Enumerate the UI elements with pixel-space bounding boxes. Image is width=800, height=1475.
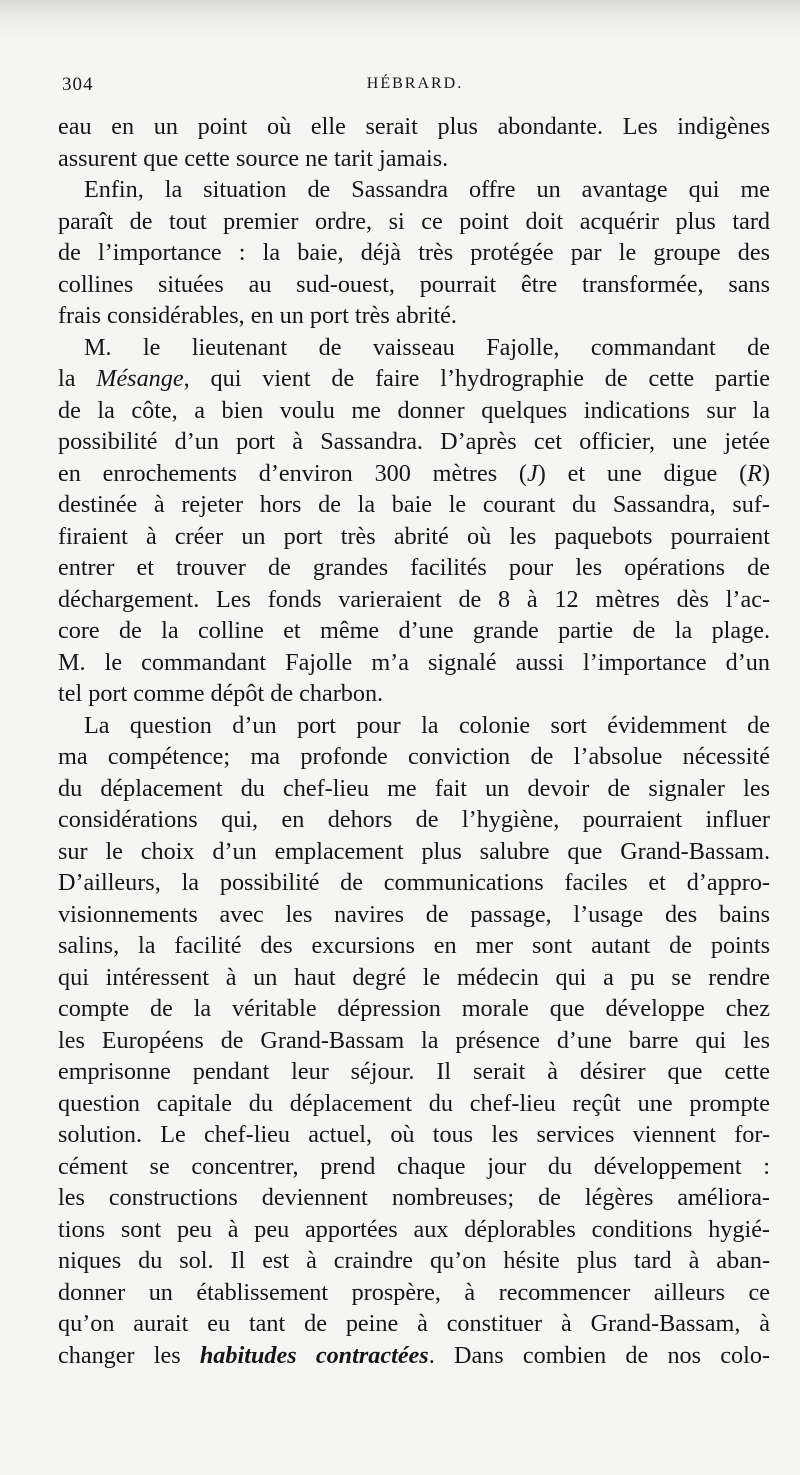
text-line bbox=[58, 804, 770, 836]
text-line bbox=[58, 584, 770, 616]
line-text: , qui vient de faire l’hydrographie de cette partie bbox=[183, 365, 770, 392]
line-text: M. le lieutenant de vaisseau Fajolle, commandant de bbox=[84, 333, 770, 361]
page-number: 304 bbox=[62, 74, 94, 95]
line-text: possibilité d’un port à Sassandra. D’après cet officier, une jetée bbox=[58, 428, 770, 455]
line-text: ) bbox=[761, 459, 770, 487]
text-line bbox=[58, 458, 770, 490]
line-text: solution. Le chef-lieu actuel, où tous les services viennent for- bbox=[58, 1121, 770, 1148]
line-text: en enrochements d’environ 300 mètres ( bbox=[58, 459, 527, 487]
text-line bbox=[58, 1245, 770, 1277]
text-line bbox=[58, 395, 770, 427]
text-line bbox=[58, 647, 770, 679]
text-line bbox=[58, 1340, 770, 1372]
line-text: . Dans combien de nos colo- bbox=[428, 1341, 770, 1369]
text-line bbox=[58, 710, 770, 742]
line-text: ) et une digue ( bbox=[537, 459, 748, 487]
line-text: ma compétence; ma profonde conviction de l’absolue nécessité bbox=[58, 743, 770, 770]
text-line bbox=[58, 1151, 770, 1183]
text-line bbox=[58, 1088, 770, 1120]
line-text: compte de la véritable dépression morale que développe chez bbox=[58, 995, 770, 1022]
text-line bbox=[58, 332, 770, 364]
line-text: frais considérables, en un port très abrité. bbox=[58, 302, 457, 329]
line-text: paraît de tout premier ordre, si ce point doit acquérir plus tard bbox=[58, 207, 770, 235]
text-line bbox=[58, 1025, 770, 1057]
text-line bbox=[58, 741, 770, 773]
line-text: salins, la facilité des excursions en mer sont autant de points bbox=[58, 932, 770, 959]
text-line bbox=[58, 1214, 770, 1246]
line-text: destinée à rejeter hors de la baie le courant du Sassandra, suf- bbox=[58, 491, 770, 518]
line-text: core de la colline et même d’une grande partie de la plage. bbox=[58, 617, 770, 644]
emphasis-text: R bbox=[747, 459, 762, 487]
text-line bbox=[58, 930, 770, 962]
text-line bbox=[58, 174, 770, 206]
page-header bbox=[58, 74, 772, 100]
text-line bbox=[58, 426, 770, 458]
text-line bbox=[58, 552, 770, 584]
body-text bbox=[58, 111, 770, 1371]
text-line bbox=[58, 773, 770, 805]
line-text: changer les bbox=[58, 1341, 200, 1369]
text-line bbox=[58, 867, 770, 899]
text-line bbox=[58, 111, 770, 143]
line-text: niques du sol. Il est à craindre qu’on hésite plus tard à aban- bbox=[58, 1247, 770, 1274]
text-line bbox=[58, 993, 770, 1025]
line-text: qui intéressent à un haut degré le médecin qui a pu se rendre bbox=[58, 963, 770, 991]
line-text: question capitale du déplacement du chef-lieu reçût une prompte bbox=[58, 1089, 770, 1117]
line-text: La question d’un port pour la colonie sort évidemment de bbox=[84, 711, 770, 739]
emphasis-text: Mésange bbox=[96, 365, 184, 392]
line-text: donner un établissement prospère, à recommencer ailleurs ce bbox=[58, 1278, 770, 1306]
line-text: D’ailleurs, la possibilité de communications faciles et d’appro- bbox=[58, 869, 770, 896]
text-line bbox=[58, 1277, 770, 1309]
line-text: de l’importance : la baie, déjà très protégée par le groupe des bbox=[58, 239, 770, 266]
text-line bbox=[58, 899, 770, 931]
text-line bbox=[58, 1308, 770, 1340]
line-text: sur le choix d’un emplacement plus salubre que Grand-Bassam. bbox=[58, 837, 770, 865]
line-text: visionnements avec les navires de passage, l’usage des bains bbox=[58, 900, 770, 928]
text-line bbox=[58, 206, 770, 238]
text-line bbox=[58, 615, 770, 647]
text-line bbox=[58, 836, 770, 868]
line-text: entrer et trouver de grandes facilités pour les opérations de bbox=[58, 554, 770, 581]
text-line bbox=[58, 363, 770, 395]
line-text: la bbox=[58, 365, 97, 392]
text-line bbox=[58, 489, 770, 521]
text-line bbox=[58, 1119, 770, 1151]
line-text: Enfin, la situation de Sassandra offre un avantage qui me bbox=[84, 176, 770, 203]
text-line bbox=[58, 521, 770, 553]
line-text: de la côte, a bien voulu me donner quelques indications sur la bbox=[58, 396, 770, 424]
text-line bbox=[58, 1056, 770, 1088]
line-text: M. le commandant Fajolle m’a signalé aussi l’importance d’un bbox=[58, 648, 770, 676]
line-text: cément se concentrer, prend chaque jour du développement : bbox=[58, 1152, 770, 1180]
line-text: les constructions deviennent nombreuses; de légères améliora- bbox=[58, 1184, 770, 1211]
line-text: assurent que cette source ne tarit jamais. bbox=[58, 144, 449, 172]
line-text: les Européens de Grand-Bassam la présence d’une barre qui les bbox=[58, 1026, 770, 1054]
line-text: firaient à créer un port très abrité où les paquebots pourraient bbox=[58, 522, 770, 550]
line-text: emprisonne pendant leur séjour. Il serait à désirer que cette bbox=[58, 1058, 770, 1085]
line-text: qu’on aurait eu tant de peine à constituer à Grand-Bassam, à bbox=[58, 1310, 770, 1337]
text-line bbox=[58, 962, 770, 994]
text-line bbox=[58, 237, 770, 269]
line-text: tel port comme dépôt de charbon. bbox=[58, 680, 384, 707]
text-line bbox=[58, 678, 770, 710]
line-text: du déplacement du chef-lieu me fait un devoir de signaler les bbox=[58, 774, 770, 802]
line-text: tions sont peu à peu apportées aux déplorables conditions hygié- bbox=[58, 1215, 770, 1243]
text-line bbox=[58, 1182, 770, 1214]
text-line bbox=[58, 300, 770, 332]
line-text: déchargement. Les fonds varieraient de 8 à 12 mètres dès l’ac- bbox=[58, 585, 770, 613]
emphasis-text: J bbox=[526, 459, 538, 487]
emphasis-text: habitudes contractées bbox=[199, 1341, 429, 1369]
line-text: considérations qui, en dehors de l’hygiène, pourraient influer bbox=[58, 806, 770, 833]
text-line bbox=[58, 143, 770, 175]
line-text: eau en un point où elle serait plus abondante. Les indigènes bbox=[58, 113, 770, 140]
line-text: collines situées au sud-ouest, pourrait être transformée, sans bbox=[58, 270, 770, 298]
running-head: HÉBRARD. bbox=[366, 75, 464, 92]
text-line bbox=[58, 269, 770, 301]
